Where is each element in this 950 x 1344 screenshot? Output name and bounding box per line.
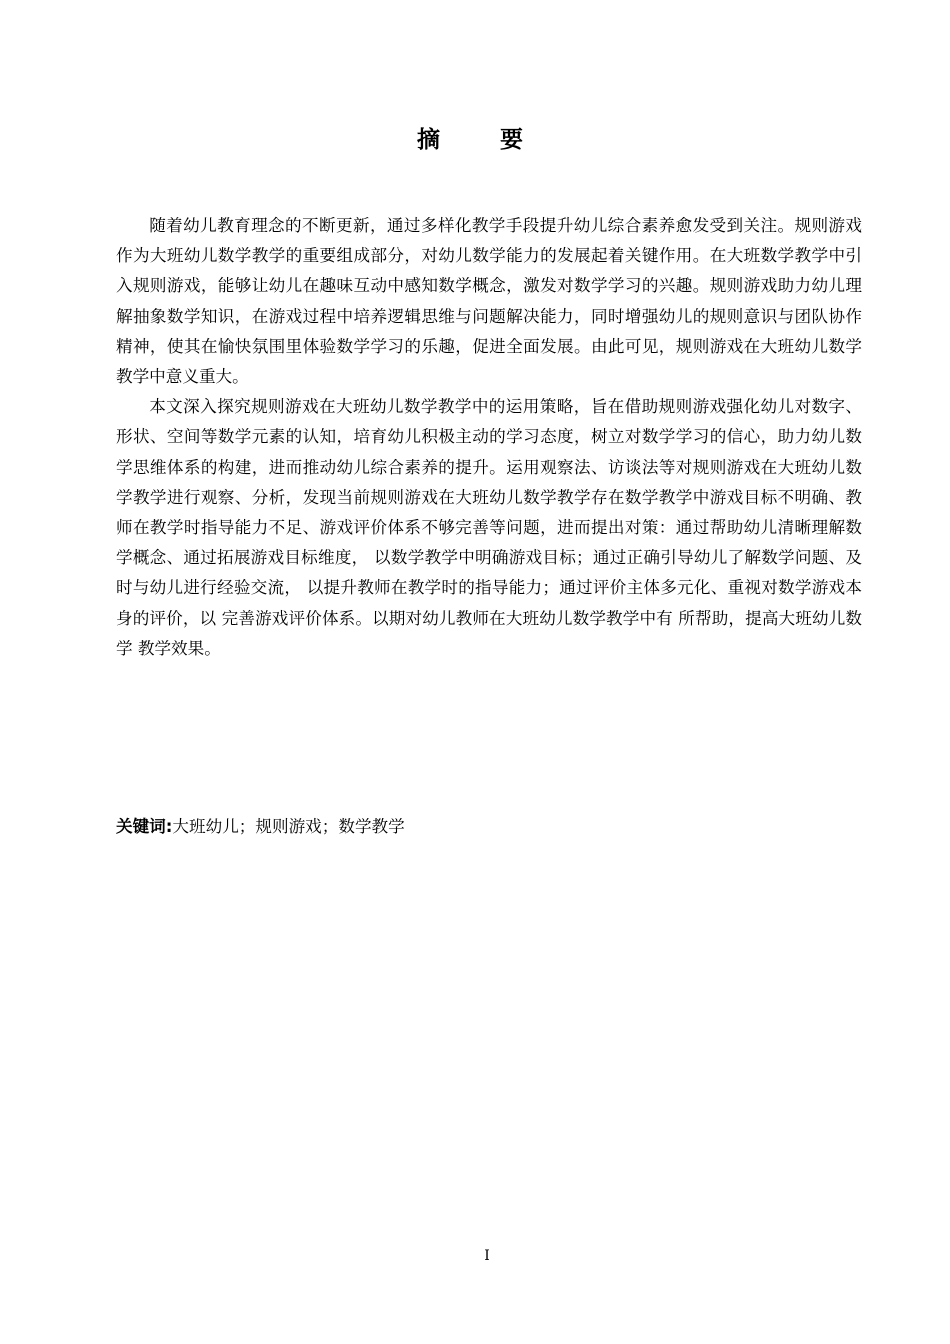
keywords-text: 大班幼儿；规则游戏；数学教学 (172, 817, 405, 836)
page-title: 摘 要 (416, 126, 549, 153)
keywords-label: 关键词: (116, 817, 173, 836)
abstract-paragraph-1: 随着幼儿教育理念的不断更新，通过多样化教学手段提升幼儿综合素养愈发受到关注。规则游戏作为大班幼儿数学教学的重要组成部分，对幼儿数学能力的发展起着关键作用。在大班数学教学中引入规则游戏，能够让幼儿在趣味互动中感知数学概念，激发对数学学习的兴趣。规则游戏助力幼儿理解抽象数学知识，在游戏过程中培养逻辑思维与问题解决能力，同时增强幼儿的规则意识与团队协作精神，使其在愉快氛围里体验数学学习的乐趣，促进全面发展。由此可见，规则游戏在大班幼儿数学教学中意义重大。 (116, 216, 862, 387)
page-number: I (484, 1248, 490, 1264)
keywords-line (116, 812, 862, 842)
abstract-paragraph-2: 本文深入探究规则游戏在大班幼儿数学教学中的运用策略，旨在借助规则游戏强化幼儿对数字、形状、空间等数学元素的认知，培育幼儿积极主动的学习态度，树立对数学学习的信心，助力幼儿数学思维体系的构建，进而推动幼儿综合素养的提升。运用观察法、访谈法等对规则游戏在大班幼儿数学教学进行观察、分析，发现当前规则游戏在大班幼儿数学教学存在数学教学中游戏目标不明确、教师在教学时指导能力不足、游戏评价体系不够完善等问题，进而提出对策：通过帮助幼儿清晰理解数学概念、通过拓展游戏目标维度， 以数学教学中明确游戏目标；通过正确引导幼儿了解数学问题、及时与幼儿进行经验交流， 以提升教师在教学时的指导能力；通过评价主体多元化、重视对数学游戏本身的评价，以 完善游戏评价体系。以期对幼儿教师在大班幼儿数学教学中有 所帮助，提高大班幼儿数学 教学效果。 (116, 397, 862, 658)
abstract-body (116, 211, 862, 664)
